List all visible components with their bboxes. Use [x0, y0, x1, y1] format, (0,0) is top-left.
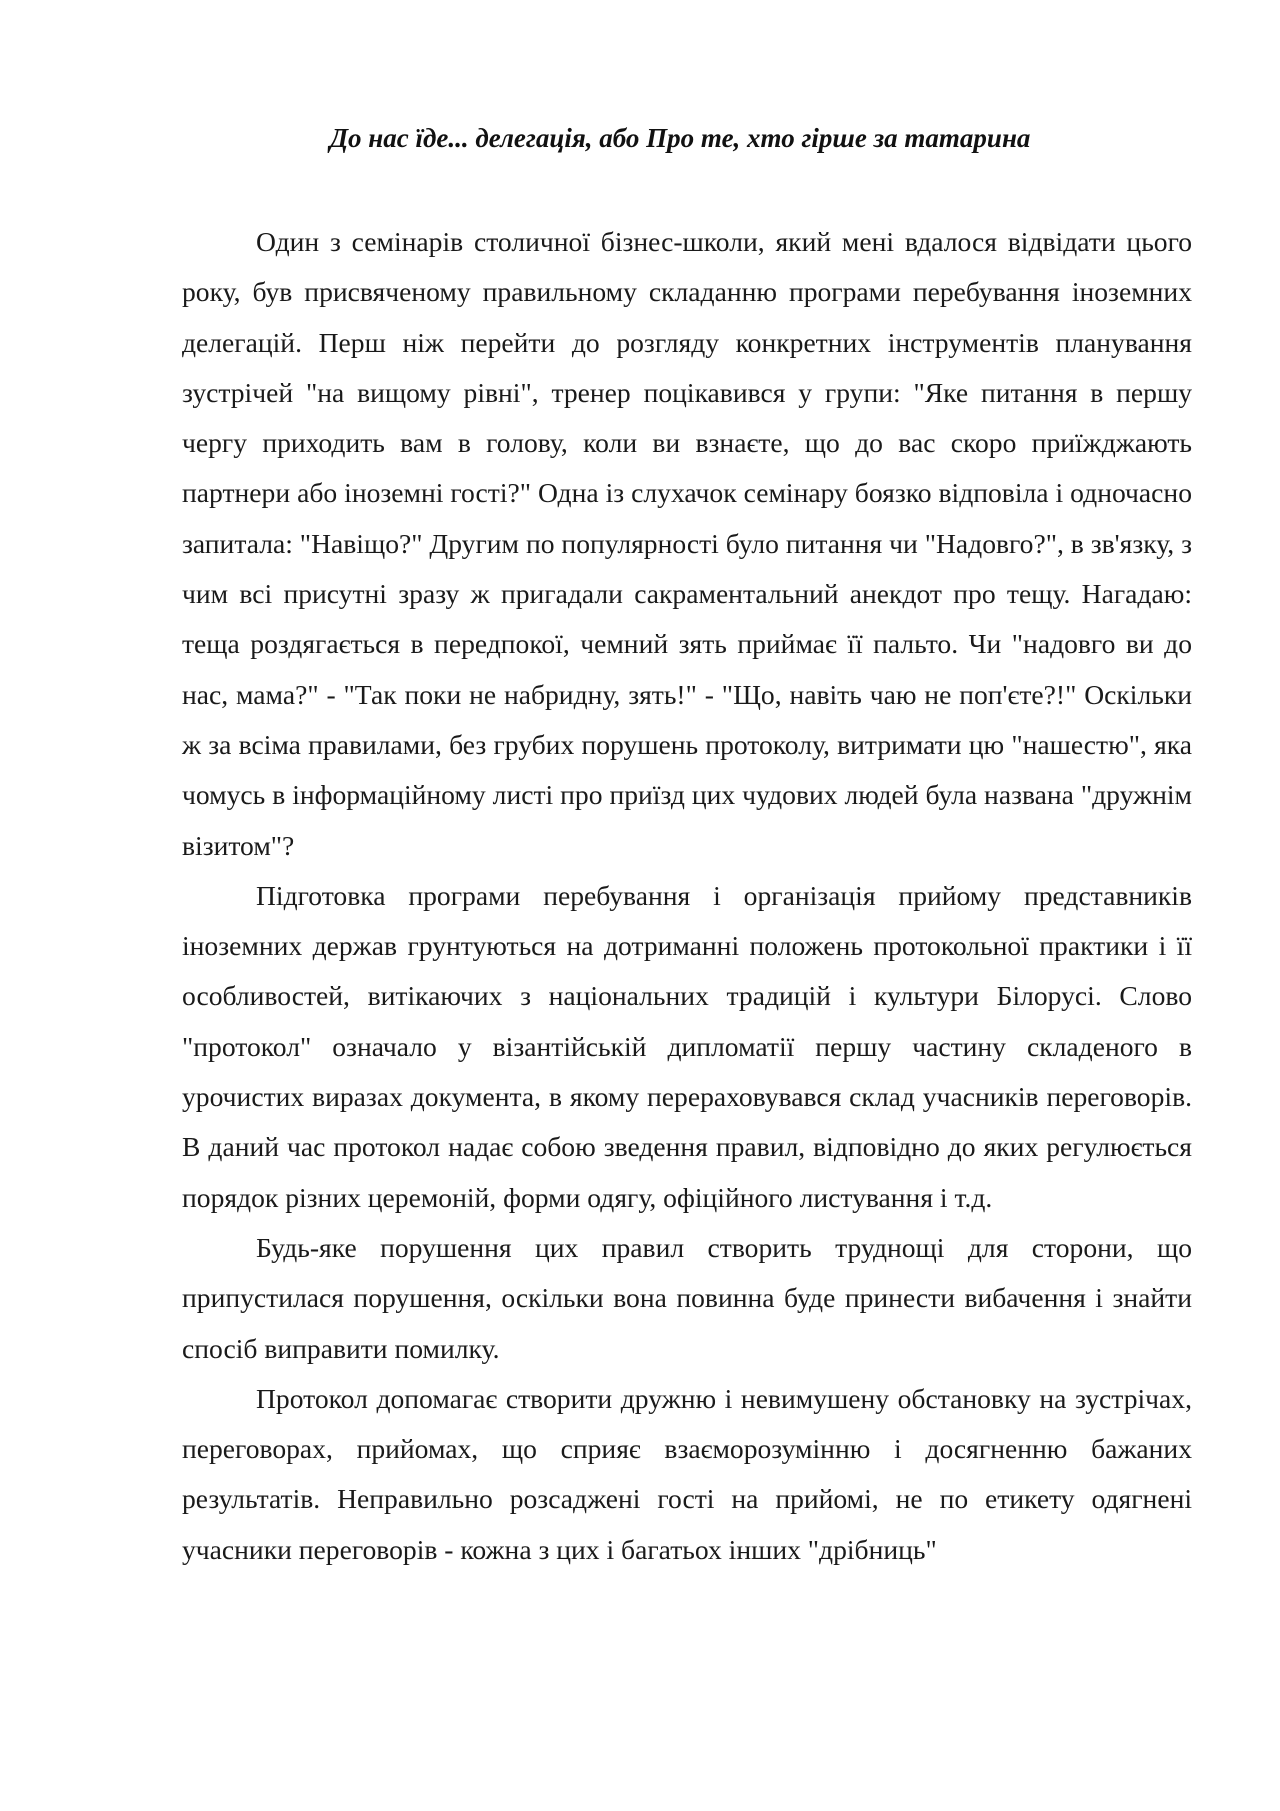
paragraph: Будь-яке порушення цих правил створить труднощі для сторони, що припустилася порушення, оскільки вона повинна буде принести вибачення і знайти спосіб виправити помилку.	[182, 1231, 1192, 1364]
paragraph: Один з семінарів столичної бізнес-школи, який мені вдалося відвідати цього року, був присвяченому правильному складанню програми перебування іноземних делегацій. Перш ніж перейти до розгляду конкретних інструментів планування зустрічей "на вищому рівні", тренер поцікавився у групи: "Яке питання в першу чергу приходить вам в голову, коли ви взнаєте, що до вас скоро приїжджають партнери або іноземні гості?" Одна із слухачок семінару боязко відповіла і одночасно запитала: "Навіщо?" Другим по популярності було питання чи "Надовго?", в зв'язку, з чим всі присутні зразу ж пригадали сакраментальний анекдот про тещу. Нагадаю: теща роздягається в передпокої, чемний зять приймає її пальто. Чи "надовго ви до нас, мама?" - "Так поки не набридну, зять!" - "Що, навіть чаю не поп'єте?!" Оскільки ж за всіма правилами, без грубих порушень протоколу, витримати цю "нашестю", яка чомусь в інформаційному листі про приїзд цих чудових людей була названа "дружнім візитом"?	[182, 226, 1192, 861]
paragraph: Протокол допомагає створити дружню і невимушену обстановку на зустрічах, переговорах, прийомах, що сприяє взаєморозумінню і досягненню бажаних результатів. Неправильно розсаджені гості на прийомі, не по етикету одягнені учасники переговорів - кожна з цих і багатьох інших "дрібниць"	[182, 1382, 1192, 1565]
document-body	[182, 217, 1192, 1575]
document-title: До нас їде... делегація, або Про те, хто гірше за татарина	[329, 123, 1031, 153]
paragraph: Підготовка програми перебування і організація прийому представників іноземних держав грунтуються на дотриманні положень протокольної практики і її особливостей, витікаючих з національних традицій і культури Білорусі. Слово "протокол" означало у візантійській дипломатії першу частину складеного в урочистих виразах документа, в якому перераховувався склад учасників переговорів. В даний час протокол надає собою зведення правил, відповідно до яких регулюється порядок різних церемоній, форми одягу, офіційного листування і т.д.	[182, 879, 1192, 1213]
